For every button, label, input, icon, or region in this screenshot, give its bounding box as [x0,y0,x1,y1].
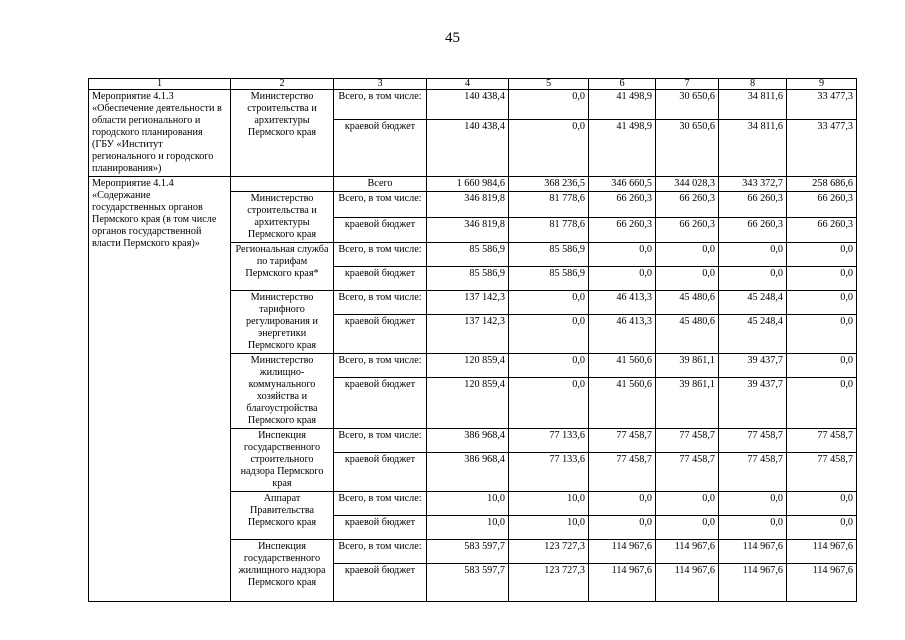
value-cell: 77 458,7 [719,429,787,453]
value-cell: 114 967,6 [787,540,857,564]
value-cell: 0,0 [787,492,857,516]
value-cell: 46 413,3 [589,291,656,315]
executor-cell: Министерство тарифного регулирования и энергетики Пермского края [231,291,334,354]
value-cell: 344 028,3 [656,177,719,192]
value-cell: 0,0 [787,354,857,378]
value-cell: 368 236,5 [509,177,589,192]
header-cell: 1 [89,79,231,90]
header-cell: 3 [334,79,427,90]
value-cell: 0,0 [589,516,656,540]
executor-cell: Аппарат Правительства Пермского края [231,492,334,540]
value-cell: 114 967,6 [589,540,656,564]
table-row [89,90,857,120]
value-cell: 0,0 [787,378,857,429]
value-cell: 34 811,6 [719,90,787,120]
value-cell: 0,0 [787,291,857,315]
source-cell: краевой бюджет [334,564,427,602]
value-cell: 0,0 [787,315,857,354]
value-cell: 41 560,6 [589,378,656,429]
value-cell: 45 248,4 [719,315,787,354]
value-cell: 583 597,7 [427,564,509,602]
measure-title: Мероприятие 4.1.4 «Содержание государственных органов Пермского края (в том числе органов государственной власти Пермского края)» [89,177,231,602]
value-cell: 346 819,8 [427,217,509,243]
value-cell: 33 477,3 [787,90,857,120]
value-cell: 0,0 [589,267,656,291]
value-cell: 66 260,3 [719,217,787,243]
value-cell: 0,0 [719,516,787,540]
value-cell: 140 438,4 [427,90,509,120]
value-cell: 10,0 [427,516,509,540]
value-cell: 66 260,3 [656,192,719,218]
header-cell: 7 [656,79,719,90]
header-cell: 8 [719,79,787,90]
source-cell: Всего, в том числе: [334,492,427,516]
value-cell: 137 142,3 [427,315,509,354]
value-cell: 123 727,3 [509,564,589,602]
value-cell: 114 967,6 [656,564,719,602]
source-cell: Всего, в том числе: [334,90,427,120]
page-number: 45 [445,30,460,46]
value-cell: 41 498,9 [589,119,656,176]
value-cell: 39 861,1 [656,354,719,378]
value-cell: 0,0 [509,378,589,429]
value-cell: 0,0 [787,516,857,540]
value-cell: 0,0 [589,492,656,516]
value-cell: 77 458,7 [589,453,656,492]
value-cell: 66 260,3 [787,217,857,243]
source-cell: краевой бюджет [334,378,427,429]
value-cell: 85 586,9 [427,243,509,267]
source-cell: Всего, в том числе: [334,429,427,453]
value-cell: 41 498,9 [589,90,656,120]
value-cell: 66 260,3 [719,192,787,218]
executor-cell: Инспекция государственного строительного надзора Пермского края [231,429,334,492]
value-cell: 0,0 [787,243,857,267]
source-cell: краевой бюджет [334,119,427,176]
value-cell: 0,0 [656,267,719,291]
value-cell: 45 480,6 [656,291,719,315]
value-cell: 10,0 [427,492,509,516]
header-cell: 9 [787,79,857,90]
value-cell: 0,0 [509,354,589,378]
value-cell: 0,0 [589,243,656,267]
value-cell: 137 142,3 [427,291,509,315]
budget-table [88,78,857,602]
source-cell: краевой бюджет [334,315,427,354]
executor-cell: Региональная служба по тарифам Пермского края* [231,243,334,291]
value-cell: 77 458,7 [589,429,656,453]
executor-cell: Инспекция государственного жилищного надзора Пермского края [231,540,334,602]
value-cell: 140 438,4 [427,119,509,176]
header-row [89,79,857,90]
value-cell: 77 458,7 [787,453,857,492]
value-cell: 343 372,7 [719,177,787,192]
value-cell: 30 650,6 [656,119,719,176]
value-cell: 66 260,3 [656,217,719,243]
source-cell: Всего, в том числе: [334,354,427,378]
table-body [89,79,857,602]
value-cell: 1 660 984,6 [427,177,509,192]
value-cell: 120 859,4 [427,354,509,378]
value-cell: 30 650,6 [656,90,719,120]
value-cell: 123 727,3 [509,540,589,564]
header-cell: 6 [589,79,656,90]
value-cell: 0,0 [656,492,719,516]
source-cell: краевой бюджет [334,453,427,492]
value-cell: 0,0 [719,243,787,267]
value-cell: 114 967,6 [589,564,656,602]
value-cell: 66 260,3 [787,192,857,218]
value-cell: 346 660,5 [589,177,656,192]
value-cell: 39 861,1 [656,378,719,429]
executor-cell: Министерство строительства и архитектуры Пермского края [231,90,334,177]
value-cell: 77 458,7 [787,429,857,453]
value-cell: 0,0 [509,90,589,120]
value-cell: 77 133,6 [509,453,589,492]
value-cell: 45 480,6 [656,315,719,354]
header-cell: 2 [231,79,334,90]
value-cell: 583 597,7 [427,540,509,564]
source-cell: Всего, в том числе: [334,291,427,315]
value-cell: 77 458,7 [719,453,787,492]
value-cell: 39 437,7 [719,354,787,378]
value-cell: 66 260,3 [589,192,656,218]
value-cell: 10,0 [509,492,589,516]
value-cell: 114 967,6 [719,540,787,564]
value-cell: 114 967,6 [656,540,719,564]
value-cell: 114 967,6 [787,564,857,602]
executor-cell-empty [231,177,334,192]
source-cell: Всего, в том числе: [334,540,427,564]
value-cell: 0,0 [656,516,719,540]
value-cell: 45 248,4 [719,291,787,315]
value-cell: 77 458,7 [656,429,719,453]
source-cell: краевой бюджет [334,217,427,243]
value-cell: 114 967,6 [719,564,787,602]
value-cell: 10,0 [509,516,589,540]
executor-cell: Министерство строительства и архитектуры Пермского края [231,192,334,243]
value-cell: 0,0 [719,267,787,291]
source-cell: краевой бюджет [334,516,427,540]
source-cell: Всего, в том числе: [334,192,427,218]
value-cell: 258 686,6 [787,177,857,192]
value-cell: 77 458,7 [656,453,719,492]
value-cell: 77 133,6 [509,429,589,453]
value-cell: 81 778,6 [509,217,589,243]
value-cell: 85 586,9 [427,267,509,291]
value-cell: 85 586,9 [509,243,589,267]
value-cell: 0,0 [509,291,589,315]
header-cell: 5 [509,79,589,90]
value-cell: 81 778,6 [509,192,589,218]
value-cell: 46 413,3 [589,315,656,354]
value-cell: 120 859,4 [427,378,509,429]
source-cell: Всего, в том числе: [334,243,427,267]
measure-title: Мероприятие 4.1.3 «Обеспечение деятельности в области регионального и городского планирования (ГБУ «Институт регионального и городского планирования») [89,90,231,177]
header-cell: 4 [427,79,509,90]
value-cell: 34 811,6 [719,119,787,176]
value-cell: 33 477,3 [787,119,857,176]
value-cell: 39 437,7 [719,378,787,429]
table-row [89,177,857,192]
value-cell: 0,0 [509,119,589,176]
value-cell: 0,0 [719,492,787,516]
value-cell: 0,0 [787,267,857,291]
value-cell: 41 560,6 [589,354,656,378]
value-cell: 0,0 [656,243,719,267]
value-cell: 346 819,8 [427,192,509,218]
source-cell: Всего [334,177,427,192]
source-cell: краевой бюджет [334,267,427,291]
value-cell: 386 968,4 [427,453,509,492]
value-cell: 66 260,3 [589,217,656,243]
value-cell: 0,0 [509,315,589,354]
executor-cell: Министерство жилищно-коммунального хозяйства и благоустройства Пермского края [231,354,334,429]
value-cell: 85 586,9 [509,267,589,291]
value-cell: 386 968,4 [427,429,509,453]
